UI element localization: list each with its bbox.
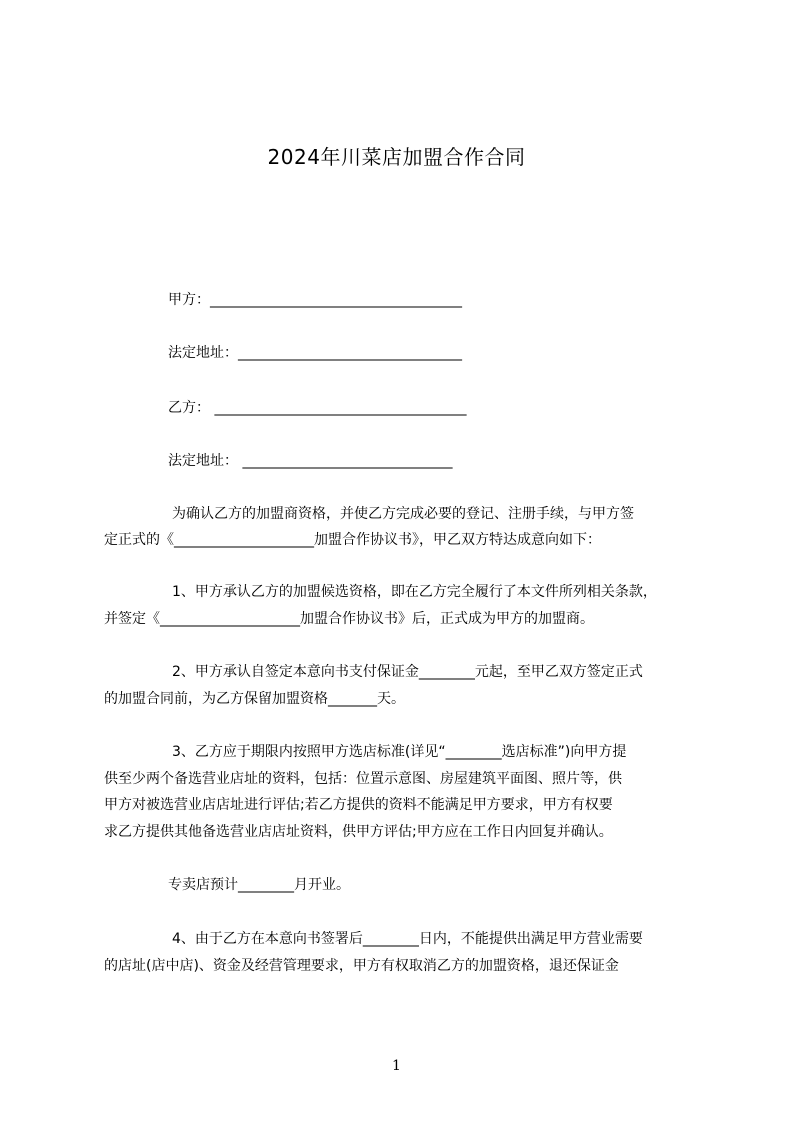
party-b-address-field: 法定地址： ______________________________ xyxy=(168,453,453,469)
clause-4-line: 4、由于乙方在本意向书签署后________日内，不能提供出满足甲方营业需要 xyxy=(172,931,643,947)
clause-3-line: 求乙方提供其他备选营业店店址资料，供甲方评估;甲方应在工作日内回复并确认。 xyxy=(104,824,613,840)
intro-line: 定正式的《____________________加盟合作协议书》，甲乙双方特达成意向如下： xyxy=(104,532,601,548)
clause-3-line: 3、乙方应于期限内按照甲方选店标准(详见“________选店标准”)向甲方提 xyxy=(172,744,627,760)
clause-1-line: 1、甲方承认乙方的加盟候选资格，即在乙方完全履行了本文件所列相关条款， xyxy=(172,584,657,600)
party-a-address-field: 法定地址：________________________________ xyxy=(168,345,462,361)
intro-line: 为确认乙方的加盟商资格，并使乙方完成必要的登记、注册手续，与甲方签 xyxy=(172,506,634,522)
clause-3-line: 甲方对被选营业店店址进行评估;若乙方提供的资料不能满足甲方要求，甲方有权要 xyxy=(104,797,613,813)
clause-4-line: 的店址(店中店)、资金及经营管理要求，甲方有权取消乙方的加盟资格，退还保证金 xyxy=(104,958,619,974)
clause-1-line: 并签定《____________________加盟合作协议书》后，正式成为甲方的加盟商。 xyxy=(104,611,594,627)
party-a-field: 甲方：____________________________________ xyxy=(168,292,462,308)
party-b-field: 乙方： ____________________________________ xyxy=(168,400,467,416)
clause-2-line: 的加盟合同前，为乙方保留加盟资格_______天。 xyxy=(104,691,405,707)
document-title: 2024年川菜店加盟合作合同 xyxy=(267,145,526,169)
clause-2-line: 2、甲方承认自签定本意向书支付保证金________元起，至甲乙双方签定正式 xyxy=(172,664,643,680)
page-number: 1 xyxy=(392,1058,401,1074)
opening-month-line: 专卖店预计________月开业。 xyxy=(168,877,350,893)
clause-3-line: 供至少两个备选营业店址的资料，包括：位置示意图、房屋建筑平面图、照片等，供 xyxy=(104,771,622,787)
